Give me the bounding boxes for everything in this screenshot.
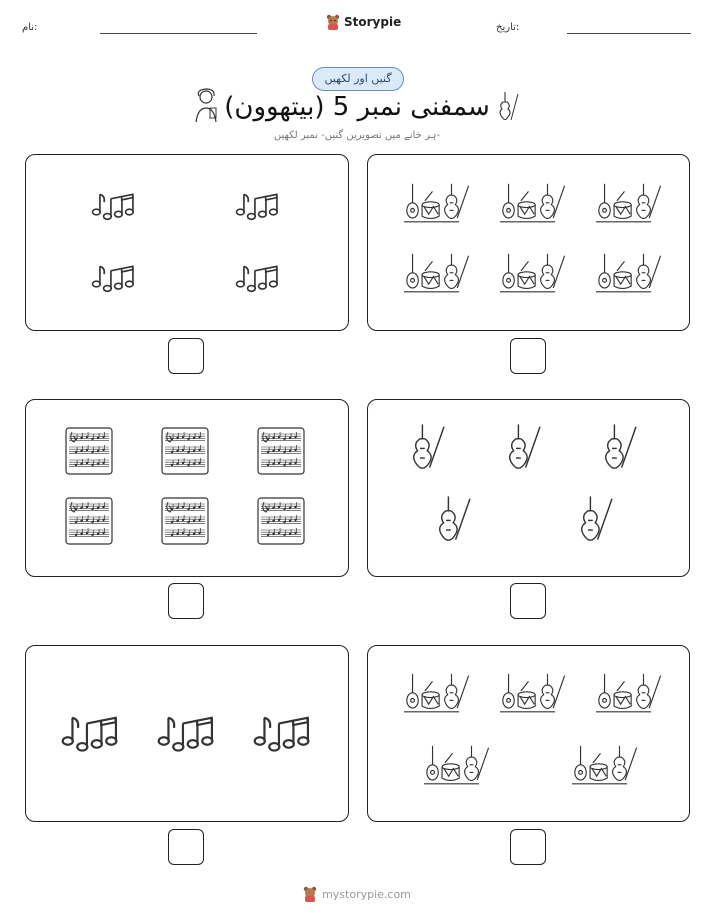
music-notes-icon — [237, 194, 278, 219]
instrument-group-icon — [424, 746, 489, 784]
sheet-music-icon — [66, 498, 112, 544]
music-notes-icon — [93, 266, 134, 291]
instrument-group-icon — [596, 674, 661, 712]
bear-footer-icon — [303, 886, 317, 902]
music-notes-icon — [255, 718, 309, 751]
music-notes-icon — [237, 266, 278, 291]
date-label: تاریخ: — [496, 22, 520, 33]
page-title: سمفنی نمبر 5 (بیتھوون) — [224, 92, 490, 122]
sheet-music-icon — [162, 498, 208, 544]
instrument-group-icon — [500, 254, 565, 292]
activity-badge: گنیں اور لکھیں — [312, 67, 404, 91]
violin-icon — [440, 496, 470, 540]
violin-icon — [582, 496, 612, 540]
footer — [0, 886, 714, 902]
instructions: ہر خانے میں تصویریں گنیں- نمبر لکھیں- — [273, 130, 441, 141]
instrument-group-icon — [404, 674, 469, 712]
instrument-group-icon — [596, 254, 661, 292]
instrument-group-icon — [500, 184, 565, 222]
music-notes-icon — [63, 718, 117, 751]
instrument-group-icon — [404, 254, 469, 292]
instrument-group-icon — [596, 184, 661, 222]
violin-icon — [510, 424, 540, 468]
music-notes-icon — [93, 194, 134, 219]
sheet-music-icon — [258, 498, 304, 544]
sheet-music-icon — [258, 428, 304, 474]
brand-name: Storypie — [344, 15, 402, 29]
violin-icon — [414, 424, 444, 468]
name-label: نام: — [22, 22, 38, 33]
violin-icon — [606, 424, 636, 468]
instrument-group-icon — [404, 184, 469, 222]
music-notes-icon — [159, 718, 213, 751]
instrument-group-icon — [572, 746, 637, 784]
sheet-music-icon — [66, 428, 112, 474]
sheet-music-icon — [162, 428, 208, 474]
instrument-group-icon — [500, 674, 565, 712]
footer-url: mystorypie.com — [322, 887, 411, 901]
